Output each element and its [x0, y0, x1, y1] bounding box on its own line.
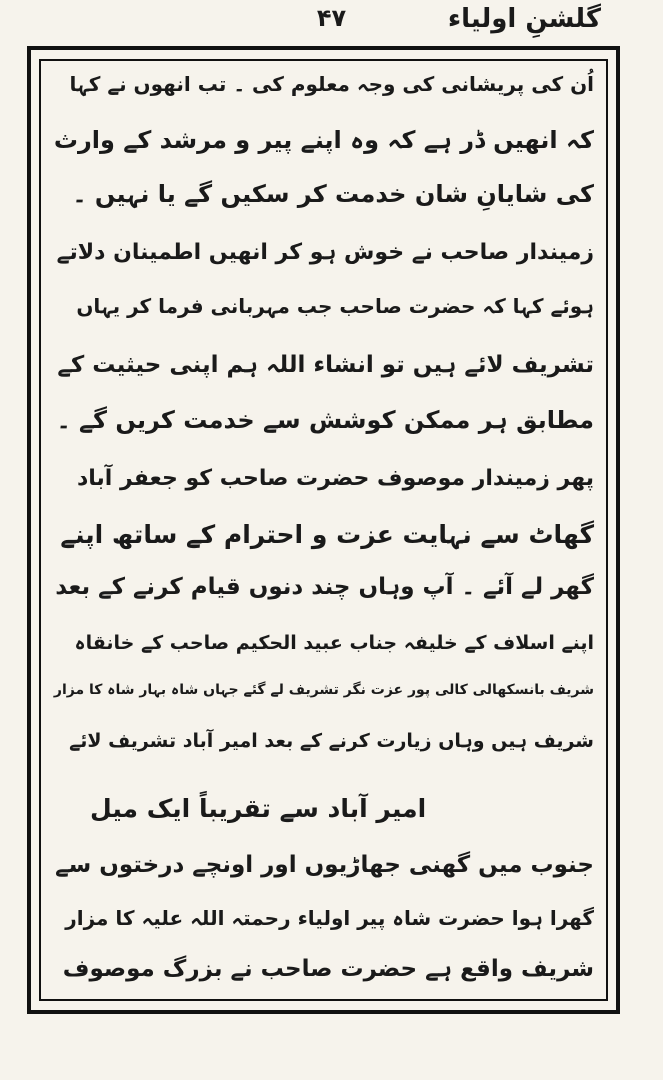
body-text: [50, 66, 598, 994]
text-line: اپنے اسلاف کے خلیفہ جناب عبید الحکیم صاحب کے خانقاہ: [74, 632, 594, 654]
text-line: گھاٹ سے نہایت عزت و احترام کے ساتھ اپنے: [60, 520, 594, 549]
text-line: گھرا ہوا حضرت شاہ پیر اولیاء رحمتہ اللہ علیہ کا مزار: [65, 906, 594, 930]
text-line: کی شایانِ شان خدمت کر سکیں گے یا نہیں ۔: [72, 180, 594, 208]
text-line: گھر لے آئے ۔ آپ وہاں چند دنوں قیام کرنے کے بعد: [55, 574, 594, 600]
text-line: پھر زمیندار موصوف حضرت صاحب کو جعفر آباد: [77, 466, 594, 491]
text-line: جنوب میں گھنی جھاڑیوں اور اونچے درختوں سے: [55, 852, 594, 878]
text-line: شریف بانسکھالی کالی پور عزت نگر تشریف لے گئے جہاں شاہ بہار شاہ کا مزار: [53, 682, 594, 698]
text-line: کہ انھیں ڈر ہے کہ وہ اپنے پیر و مرشد کے وارث: [53, 126, 594, 154]
text-line: زمیندار صاحب نے خوش ہو کر انھیں اطمینان دلاتے: [56, 240, 594, 265]
text-line: امیر آباد سے تقریباً ایک میل: [90, 794, 427, 823]
text-line: مطابق ہر ممکن کوشش سے خدمت کریں گے ۔: [56, 406, 594, 434]
text-line: شریف واقع ہے حضرت صاحب نے بزرگ موصوف: [62, 956, 594, 982]
running-header-title: گلشنِ اولیاء: [447, 4, 601, 34]
text-line: ہوئے کہا کہ حضرت صاحب جب مہربانی فرما کر یہاں: [76, 294, 594, 318]
page-number: ۴۷: [316, 4, 347, 32]
text-line: تشریف لائے ہیں تو انشاء اللہ ہم اپنی حیثیت کے: [57, 352, 594, 378]
text-line: اُن کی پریشانی کی وجہ معلوم کی ۔ تب انھوں نے کہا: [69, 72, 594, 96]
text-line: شریف ہیں وہاں زیارت کرنے کے بعد امیر آباد تشریف لائے: [69, 730, 594, 752]
